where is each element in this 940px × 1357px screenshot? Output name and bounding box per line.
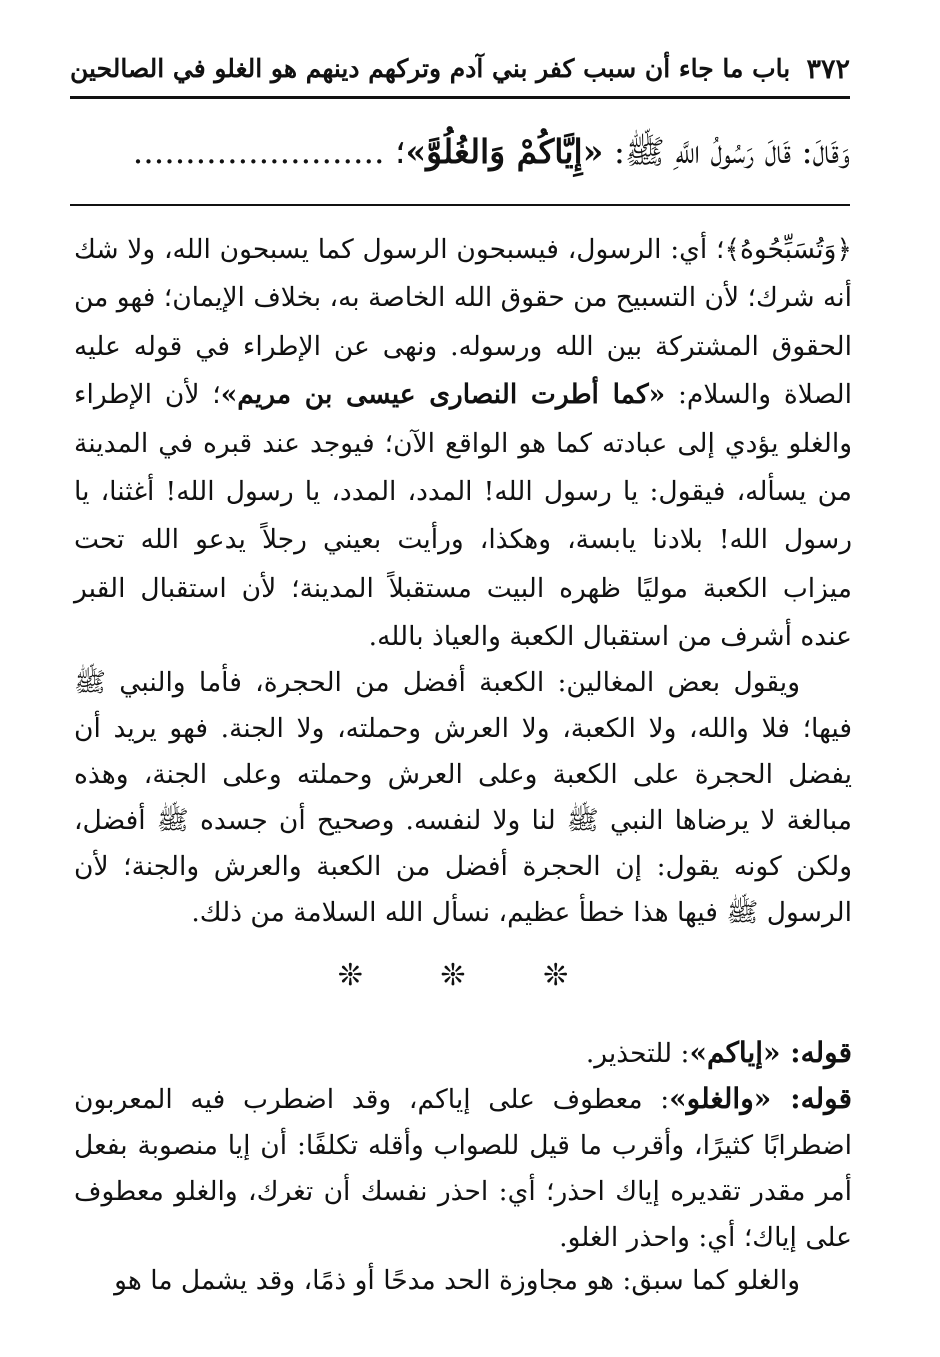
header-rule [70, 96, 850, 99]
commentary-2-text: : معطوف على إياكم، وقد اضطرب فيه المعربون اضطرابًا كثيرًا، وأقرب ما قيل للصواب وأقله تكلفًا: أن إيا منصوبة بفعل أمر مقدر تقديره إياك احذر؛ أي: احذر نفسك أن تغرك، والغلو معطوف على إياك؛ أي: واحذر الغلو. [74, 1084, 852, 1253]
commentary-2 [74, 1076, 852, 1261]
commentary-1-lead: قوله: «إياكم» [689, 1036, 852, 1069]
para1-part-a: ﴿وَتُسَبِّحُوهُ﴾؛ أي: الرسول، فيسبحون الرسول كما يسبحون الله، ولا شك أنه شرك؛ لأن التسبيح من حقوق الله الخاصة به، بخلاف الإيمان؛ فهو من الحقوق المشتركة بين الله ورسوله. ونهى عن الإطراء في قوله عليه الصلاة والسلام: [74, 234, 852, 411]
page-number: ٣٧٢ [806, 54, 850, 85]
commentary-3: والغلو كما سبق: هو مجاوزة الحد مدحًا أو ذمًا، وقد يشمل ما هو [114, 1265, 800, 1296]
matn-intro: وَقَالَ: قَالَ رَسُولُ اللَّهِ ﷺ: [603, 132, 850, 171]
para1-hadith-quote: «كما أطرت النصارى عيسى بن مريم» [220, 379, 666, 411]
page-header [70, 52, 850, 96]
matn-hadith-quote: «إِيَّاكُمْ وَالغُلُوَّ» [405, 132, 604, 171]
commentary-1-text: : للتحذير. [585, 1038, 690, 1069]
matn-text [74, 124, 850, 180]
section-separator: ❊ ❊ ❊ [337, 958, 603, 993]
commentary-2-lead: قوله: «والغلو» [669, 1082, 852, 1115]
matn-rule [70, 204, 850, 206]
body-paragraph-1 [74, 226, 852, 662]
body-paragraph-2: ويقول بعض المغالين: الكعبة أفضل من الحجرة، فأما والنبي ﷺ فيها؛ فلا والله، ولا الكعبة، ولا العرش وحملته، ولا الجنة. فهو يريد أن يفضل الحجرة على الكعبة وعلى العرش وحملته وعلى الجنة، وهذه مبالغة لا يرضاها النبي ﷺ لنا ولا لنفسه. وصحيح أن جسده ﷺ أفضل، ولكن كونه يقول: إن الحجرة أفضل من الكعبة والعرش والجنة؛ لأن الرسول ﷺ فيها هذا خطأ عظيم، نسأل الله السلامة من ذلك. [74, 667, 852, 928]
matn-tail: ؛ ........................ [132, 132, 406, 171]
para1-part-b: ؛ لأن الإطراء والغلو يؤدي إلى عبادته كما هو الواقع الآن؛ فيوجد عند قبره في المدينة من يسأله، فيقول: يا رسول الله! المدد، المدد، يا رسول الله! أغثنا، يا رسول الله! بلادنا يابسة، وهكذا، ورأيت بعيني رجلاً يدعو الله تحت ميزاب الكعبة موليًا ظهره البيت مستقبلاً المدينة؛ لأن استقبال القبر عنده أشرف من استقبال الكعبة والعياذ بالله. [74, 379, 852, 653]
commentary-1 [74, 1030, 852, 1077]
running-title: باب ما جاء أن سبب كفر بني آدم وتركهم دينهم هو الغلو في الصالحين [70, 54, 791, 83]
